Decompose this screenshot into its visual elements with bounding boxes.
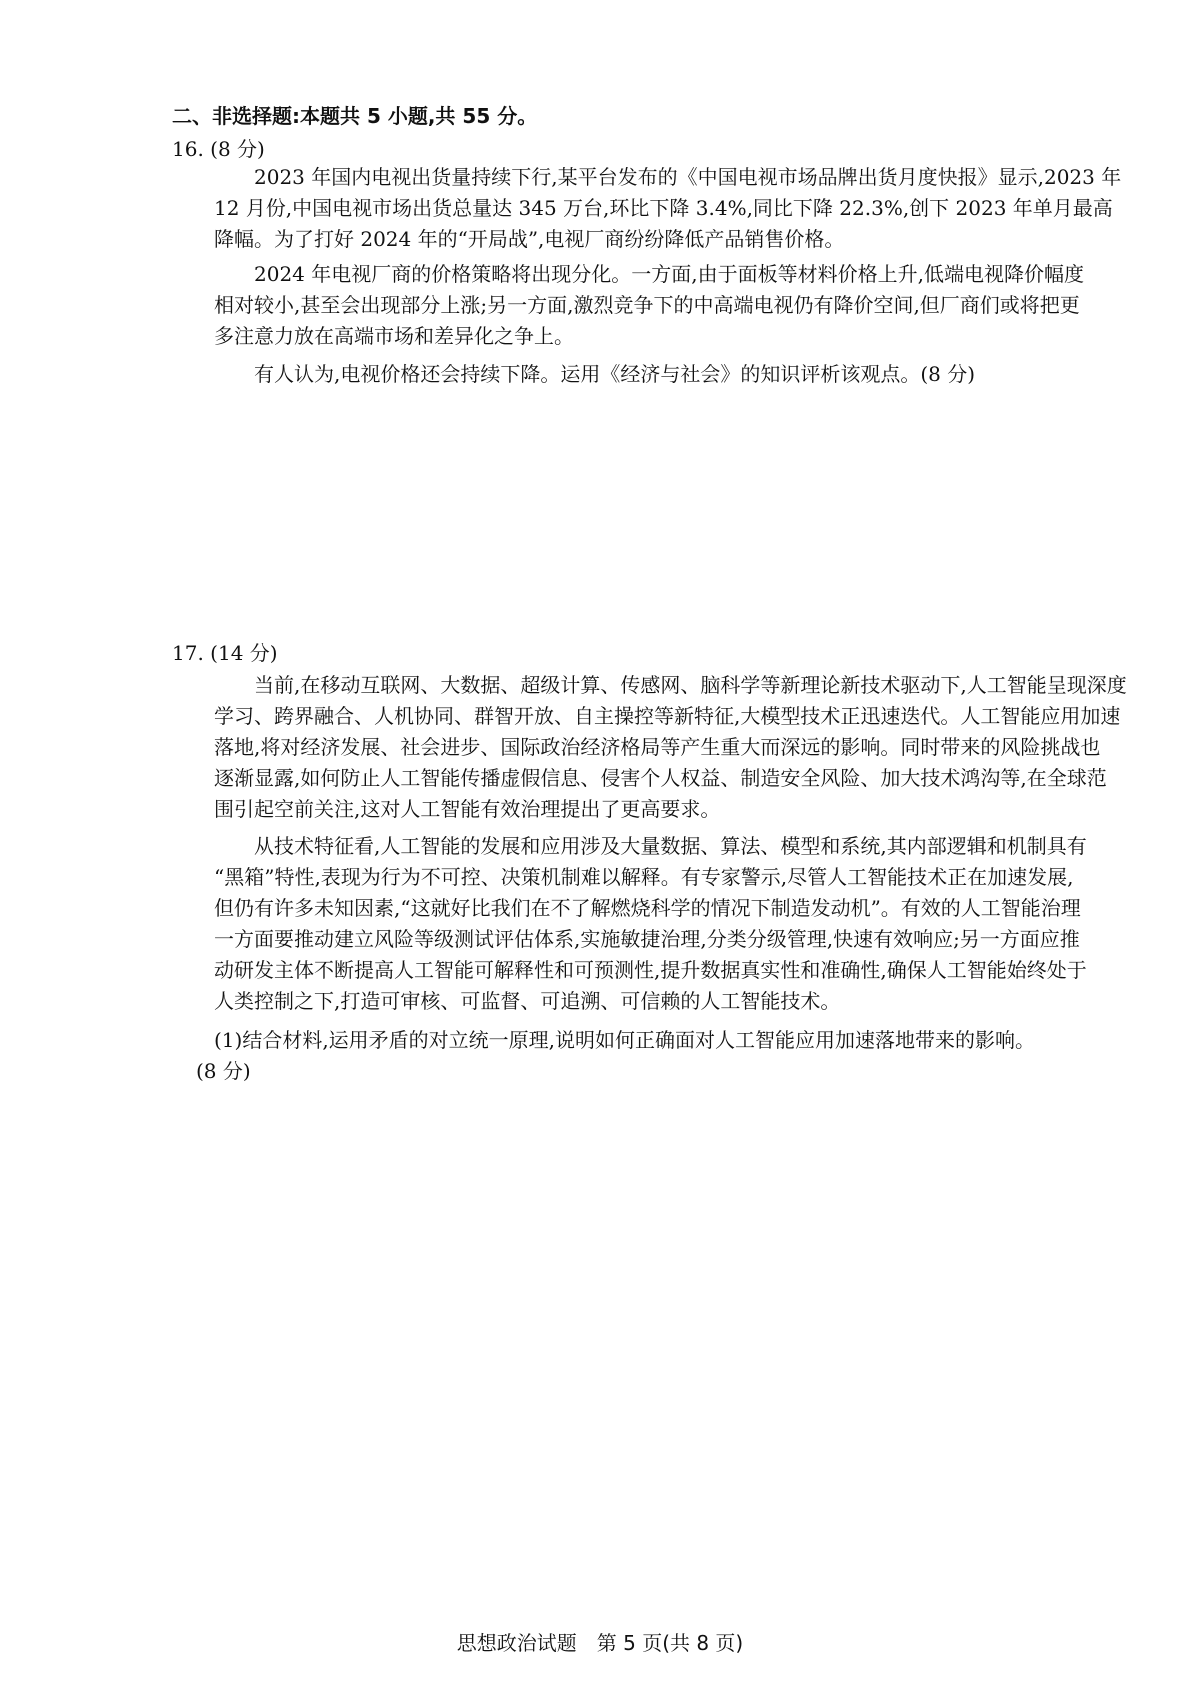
q17-p2-line-4: 一方面要推动建立风险等级测试评估体系,实施敏捷治理,分类分级管理,快速有效响应;另一方面应推 bbox=[214, 927, 1080, 951]
q16-paragraph-1 bbox=[214, 162, 1148, 255]
q16-question bbox=[214, 359, 1148, 390]
q16-p2-line-1: 2024 年电视厂商的价格策略将出现分化。一方面,由于面板等材料价格上升,低端电视降价幅度 bbox=[254, 262, 1084, 286]
question-16-head: 16. (8 分) bbox=[172, 137, 265, 161]
q17-p1-line-1: 当前,在移动互联网、大数据、超级计算、传感网、脑科学等新理论新技术驱动下,人工智能呈现深度 bbox=[254, 673, 1127, 697]
q17-sub1-line-1: (1)结合材料,运用矛盾的对立统一原理,说明如何正确面对人工智能应用加速落地带来的影响。 bbox=[214, 1028, 1036, 1052]
q17-sub-question-1 bbox=[196, 1025, 1136, 1087]
q16-question-text: 有人认为,电视价格还会持续下降。运用《经济与社会》的知识评析该观点。(8 分) bbox=[254, 362, 976, 386]
q16-p1-line-2: 12 月份,中国电视市场出货总量达 345 万台,环比下降 3.4%,同比下降 22.3%,创下 2023 年单月最高 bbox=[214, 196, 1113, 220]
question-17-head: 17. (14 分) bbox=[172, 641, 278, 665]
q17-sub1-line-2: (8 分) bbox=[196, 1059, 251, 1083]
q16-paragraph-2 bbox=[214, 259, 1148, 352]
page-footer: 思想政治试题 第 5 页(共 8 页) bbox=[456, 1631, 744, 1655]
q17-p2-line-6: 人类控制之下,打造可审核、可监督、可追溯、可信赖的人工智能技术。 bbox=[214, 989, 841, 1013]
q16-p1-line-3: 降幅。为了打好 2024 年的“开局战”,电视厂商纷纷降低产品销售价格。 bbox=[214, 227, 845, 251]
q17-p1-line-4: 逐渐显露,如何防止人工智能传播虚假信息、侵害个人权益、制造安全风险、加大技术鸿沟等,在全球范 bbox=[214, 766, 1107, 790]
q17-paragraph-1 bbox=[214, 670, 1148, 825]
q16-p2-line-2: 相对较小,甚至会出现部分上涨;另一方面,激烈竞争下的中高端电视仍有降价空间,但厂商们或将把更 bbox=[214, 293, 1080, 317]
q17-p1-line-3: 落地,将对经济发展、社会进步、国际政治经济格局等产生重大而深远的影响。同时带来的风险挑战也 bbox=[214, 735, 1101, 759]
q17-p2-line-2: “黑箱”特性,表现为行为不可控、决策机制难以解释。有专家警示,尽管人工智能技术正在加速发展, bbox=[214, 865, 1074, 889]
q17-p1-line-2: 学习、跨界融合、人机协同、群智开放、自主操控等新特征,大模型技术正迅速迭代。人工智能应用加速 bbox=[214, 704, 1121, 728]
q17-p2-line-3: 但仍有许多未知因素,“这就好比我们在不了解燃烧科学的情况下制造发动机”。有效的人工智能治理 bbox=[214, 896, 1081, 920]
q17-p1-line-5: 围引起空前关注,这对人工智能有效治理提出了更高要求。 bbox=[214, 797, 721, 821]
q17-p2-line-1: 从技术特征看,人工智能的发展和应用涉及大量数据、算法、模型和系统,其内部逻辑和机制具有 bbox=[254, 834, 1087, 858]
q16-p1-line-1: 2023 年国内电视出货量持续下行,某平台发布的《中国电视市场品牌出货月度快报》显示,2023 年 bbox=[254, 165, 1122, 189]
q16-p2-line-3: 多注意力放在高端市场和差异化之争上。 bbox=[214, 324, 574, 348]
q17-paragraph-2 bbox=[214, 831, 1148, 1017]
q17-p2-line-5: 动研发主体不断提高人工智能可解释性和可预测性,提升数据真实性和准确性,确保人工智能始终处于 bbox=[214, 958, 1087, 982]
section-title: 二、非选择题:本题共 5 小题,共 55 分。 bbox=[172, 104, 538, 128]
